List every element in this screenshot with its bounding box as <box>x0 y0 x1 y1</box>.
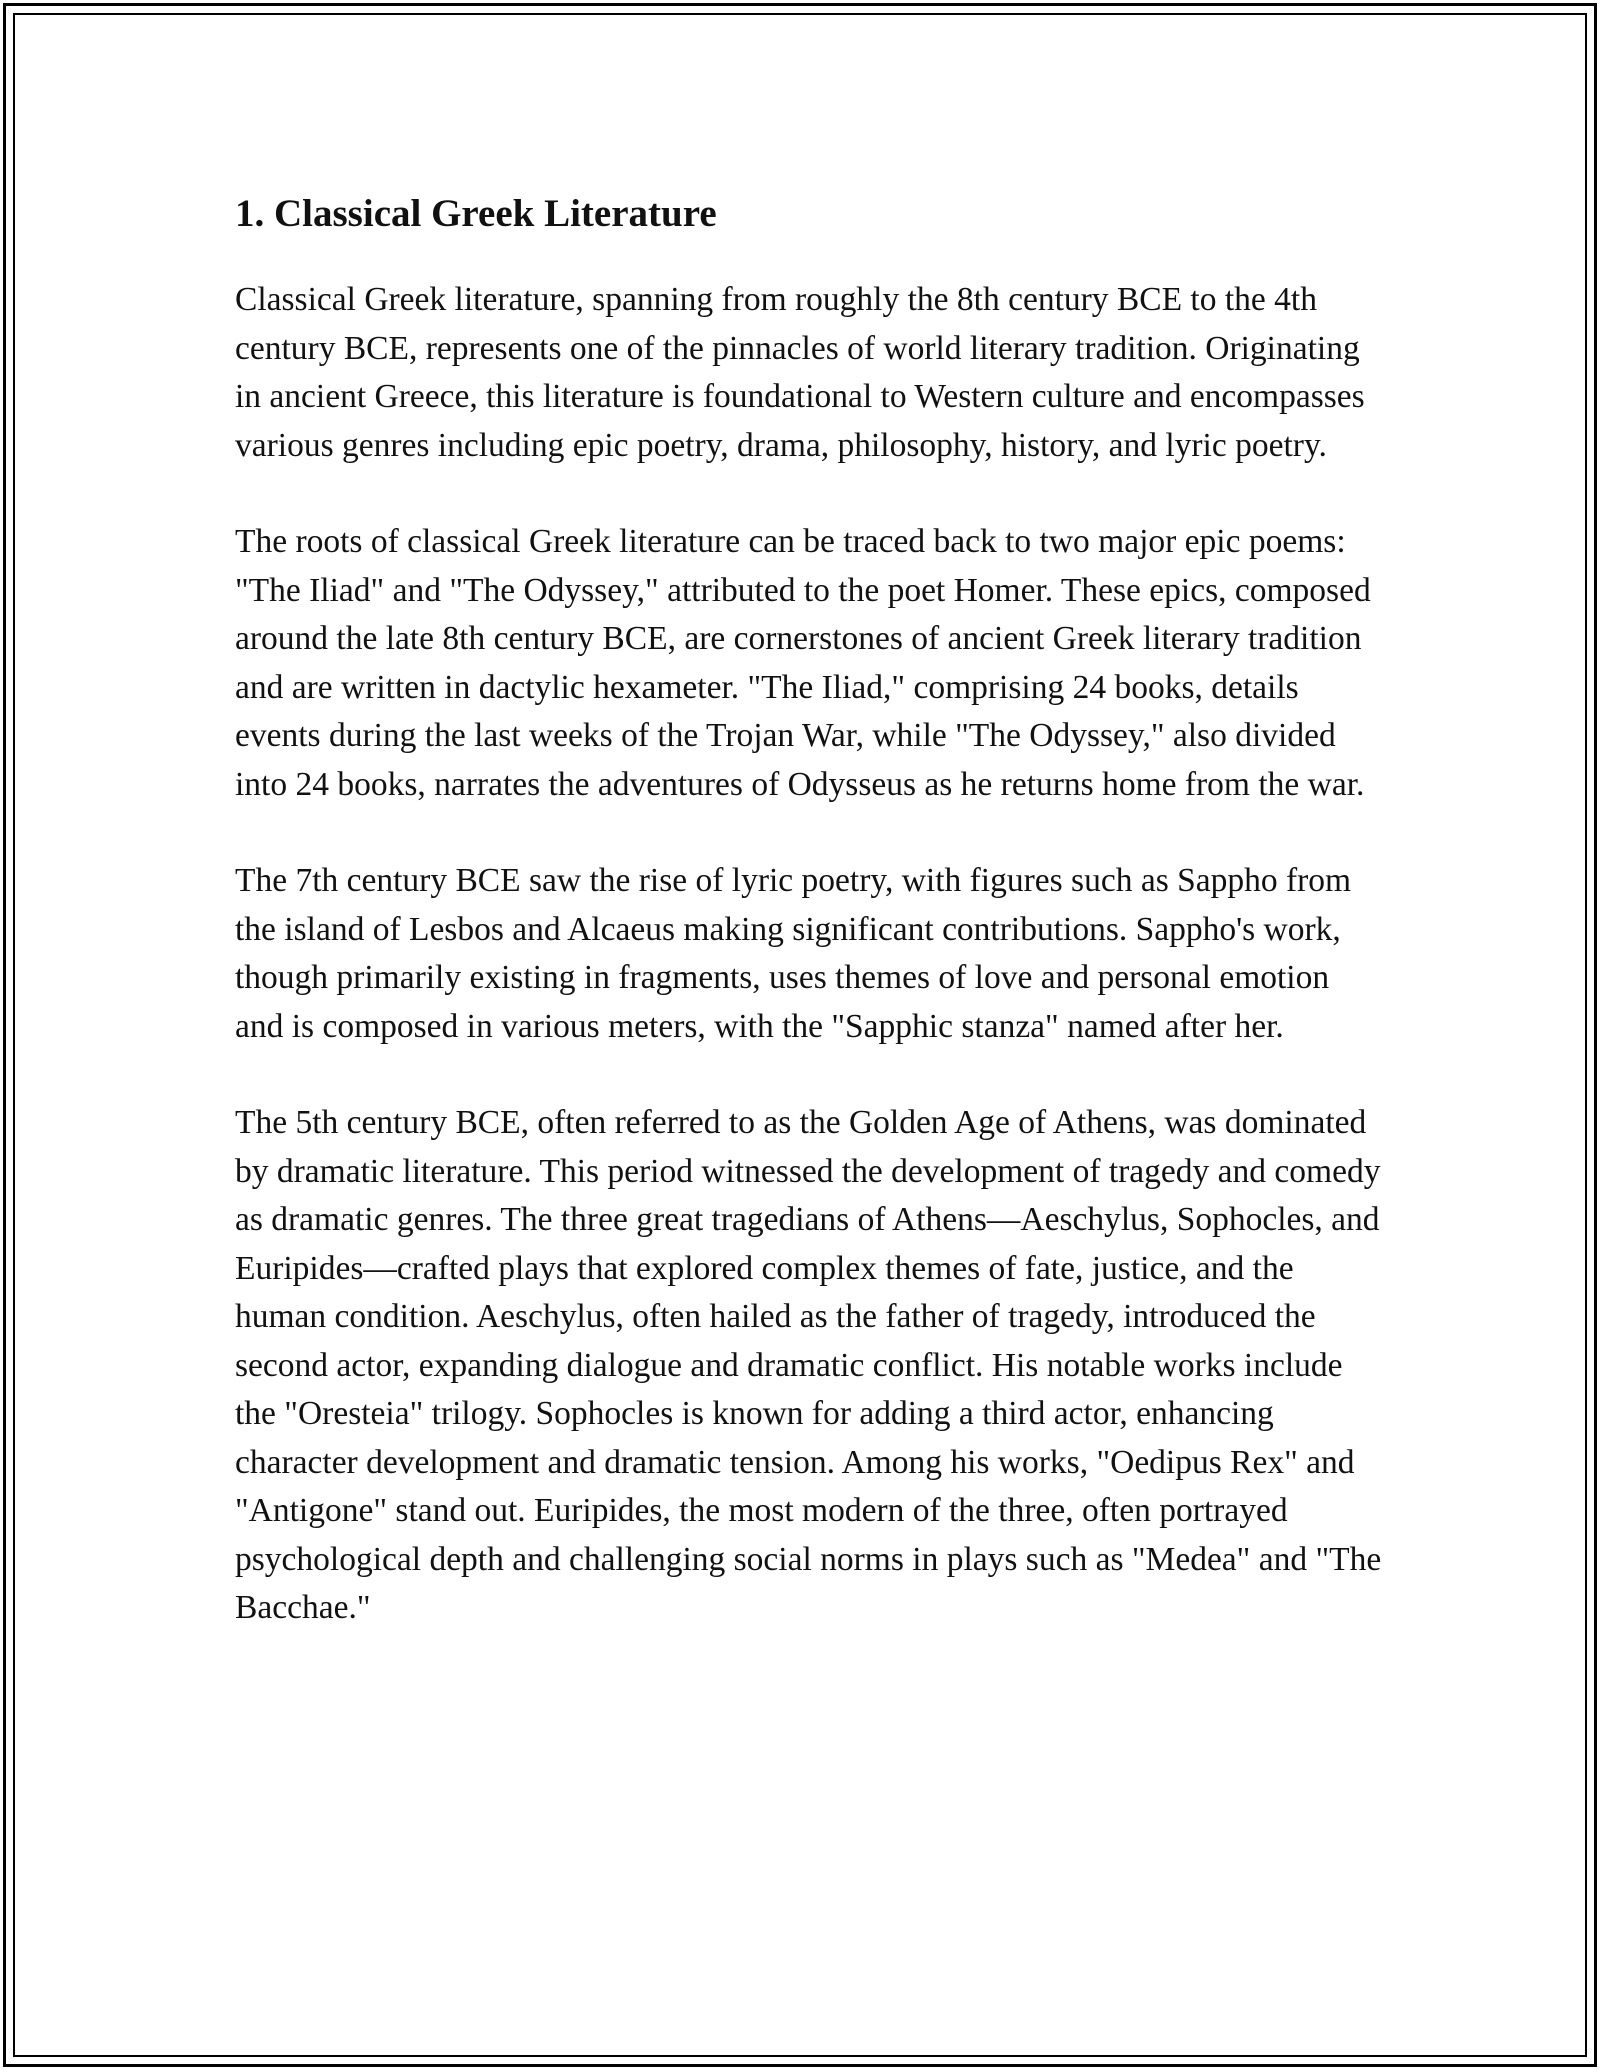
section-heading: 1. Classical Greek Literature <box>235 192 717 235</box>
paragraph-lyric-poetry: The 7th century BCE saw the rise of lyric poetry, with figures such as Sappho from the island of Lesbos and Alcaeus making significant contributions. Sappho's work, though primarily existing in fragments, uses themes of love and personal emotion and is composed in various meters, with the "Sapphic stanza" named after her. <box>235 862 1352 1045</box>
paragraph-intro: Classical Greek literature, spanning from roughly the 8th century BCE to the 4th century BCE, represents one of the pinnacles of world literary tradition. Originating in ancient Greece, this literature is foundational to Western culture and encompasses various genres including epic poetry, drama, philosophy, history, and lyric poetry. <box>235 281 1365 464</box>
paragraph-homer-epics: The roots of classical Greek literature can be traced back to two major epic poems: "The Iliad" and "The Odyssey," attributed to the poet Homer. These epics, composed around the late 8th century BCE, are cornerstones of ancient Greek literary tradition and are written in dactylic hexameter. "The Iliad," comprising 24 books, details events during the last weeks of the Trojan War, while "The Odyssey," also divided into 24 books, narrates the adventures of Odysseus as he returns home from the war. <box>235 523 1371 803</box>
paragraph-golden-age-drama: The 5th century BCE, often referred to as the Golden Age of Athens, was dominated by dramatic literature. This period witnessed the development of tragedy and comedy as dramatic genres. The three great tragedians of Athens—Aeschylus, Sophocles, and Euripides—crafted plays that explored complex themes of fate, justice, and the human condition. Aeschylus, often hailed as the father of tragedy, introduced the second actor, expanding dialogue and dramatic conflict. His notable works include the "Oresteia" trilogy. Sophocles is known for adding a third actor, enhancing character development and dramatic tension. Among his works, "Oedipus Rex" and "Antigone" stand out. Euripides, the most modern of the three, often portrayed psychological depth and challenging social norms in plays such as "Medea" and "The Bacchae." <box>235 1104 1382 1626</box>
document-body <box>235 188 1385 1681</box>
